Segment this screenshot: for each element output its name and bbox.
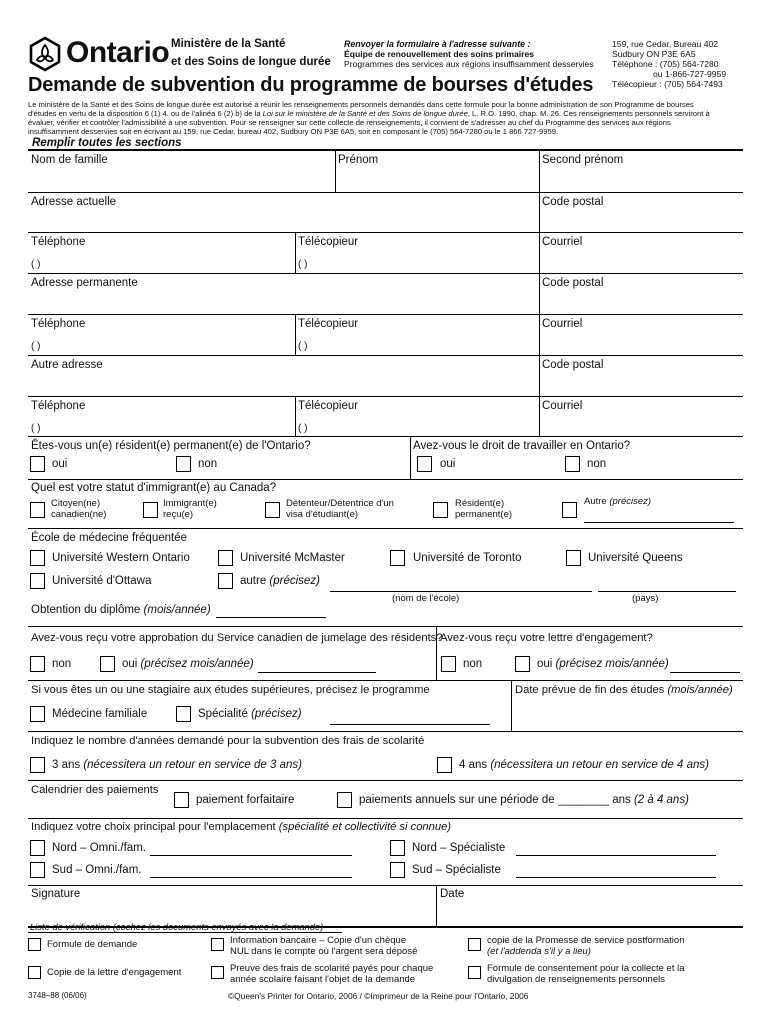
permanent-address-label: Adresse permanente bbox=[31, 277, 138, 289]
other-status-input[interactable] bbox=[584, 522, 734, 523]
carms-no-checkbox[interactable] bbox=[30, 656, 45, 672]
commitment-letter-checkbox[interactable] bbox=[28, 966, 41, 979]
letter-question: Avez-vous reçu votre lettre d'engagement? bbox=[440, 632, 653, 644]
middle-name-input[interactable] bbox=[541, 168, 741, 190]
work-right-question: Avez-vous le droit de travailler en Ontario? bbox=[413, 440, 631, 452]
form-title: Demande de subvention du programme de bourses d'études bbox=[28, 74, 594, 96]
other-school-label: autre (précisez) bbox=[240, 575, 320, 587]
south-specialist-input[interactable] bbox=[516, 877, 716, 878]
application-form-label: Formule de demande bbox=[47, 939, 138, 950]
permanent-address-input[interactable] bbox=[30, 291, 535, 312]
south-omni-label: Sud – Omni./fam. bbox=[52, 864, 142, 876]
letter-date-input[interactable] bbox=[670, 672, 740, 673]
tuition-proof-checkbox[interactable] bbox=[211, 966, 224, 979]
checklist-title: Liste de vérification (cochez les documents envoyés avec la demande) bbox=[30, 921, 324, 932]
citizen-checkbox[interactable] bbox=[30, 502, 45, 518]
complete-all-sections: Remplir toutes les sections bbox=[32, 137, 182, 149]
north-omni-input[interactable] bbox=[150, 855, 352, 856]
intro-line-4: insuffisamment desservies soit en écrivant au 159, rue Cedar, bureau 402, Sudbury ON P3E 6A5, soit en composant le (705) 564-7280 ou le 1 866 727-9959. bbox=[28, 127, 559, 136]
consent-form-checkbox[interactable] bbox=[468, 966, 481, 979]
address-line-2: Sudbury ON P3E 6A5 bbox=[612, 49, 696, 59]
letter-yes-checkbox[interactable] bbox=[515, 656, 530, 672]
date-input[interactable] bbox=[439, 903, 739, 924]
current-postal-code-label: Code postal bbox=[542, 196, 604, 208]
three-years-checkbox[interactable] bbox=[30, 757, 45, 773]
service-promise-label: copie de la Promesse de service postformation (et l'addenda s'il y a lieu) bbox=[487, 935, 685, 957]
intro-line-2: d'études en vertu de la disposition 6 (1) 4. ou de l'alinéa 6 (2) b) de la Loi sur le ministère de la Santé et des Soins de longue durée, L. R.O. 1990, chap. M. 26. Ces renseignements personnels serviront à bbox=[28, 109, 710, 118]
ottawa-checkbox[interactable] bbox=[30, 573, 45, 589]
country-caption: (pays) bbox=[632, 593, 659, 604]
current-address-label: Adresse actuelle bbox=[31, 196, 117, 208]
other-postal-code-input[interactable] bbox=[541, 373, 741, 394]
four-years-checkbox[interactable] bbox=[437, 757, 452, 773]
address-line-4: ou 1-866-727-9959 bbox=[653, 69, 727, 79]
north-specialist-checkbox[interactable] bbox=[390, 840, 405, 856]
other-phone-input[interactable]: ( ) bbox=[31, 423, 41, 434]
return-address-title: Renvoyer la formulaire à l'adresse suivante : bbox=[344, 39, 531, 49]
other-fax-label: Télécopieur bbox=[298, 400, 359, 412]
north-specialist-input[interactable] bbox=[516, 855, 716, 856]
queens-checkbox[interactable] bbox=[566, 550, 581, 566]
intro-line-3: évaluer, vérifier et contrôler l'admissibilité à une subvention. Pour se renseigner sur cette collecte de renseignements, il convient de s'adresser au chef du Programme des services aux régions bbox=[28, 118, 671, 127]
program-question: Si vous êtes un ou une stagiaire aux études supérieures, précisez le programme bbox=[31, 684, 430, 696]
trillium-icon bbox=[28, 36, 62, 72]
address-line-1: 159, rue Cedar, Bureau 402 bbox=[612, 39, 719, 49]
family-medicine-label: Médecine familiale bbox=[52, 708, 148, 720]
ministry-name-line2: et des Soins de longue durée bbox=[171, 56, 331, 68]
carms-no-label: non bbox=[52, 658, 72, 670]
permanent-phone-input[interactable]: ( ) bbox=[31, 341, 41, 352]
current-email-input[interactable] bbox=[541, 250, 741, 271]
intro-line-1: Le ministère de la Santé et des Soins de longue durée est autorisé à réunir les renseignements personnels demandés dans cette formule pour la bonne administration de son Programme de bourses bbox=[28, 100, 694, 109]
end-date-input[interactable] bbox=[514, 700, 740, 728]
lump-sum-label: paiement forfaitaire bbox=[196, 794, 295, 806]
other-school-name-input[interactable] bbox=[330, 591, 592, 592]
toronto-checkbox[interactable] bbox=[390, 550, 405, 566]
permanent-resident-label: Résident(e) permanent(e) bbox=[455, 498, 513, 520]
ottawa-label: Université d'Ottawa bbox=[52, 575, 152, 587]
location-question: Indiquez votre choix principal pour l'emplacement (spécialité et collectivité si connue) bbox=[31, 821, 452, 833]
residency-yes-label: oui bbox=[52, 458, 68, 470]
other-phone-label: Téléphone bbox=[31, 400, 86, 412]
western-checkbox[interactable] bbox=[30, 550, 45, 566]
landed-immigrant-checkbox[interactable] bbox=[143, 502, 158, 518]
family-medicine-checkbox[interactable] bbox=[30, 706, 45, 722]
permanent-postal-code-input[interactable] bbox=[541, 291, 741, 312]
specialty-input[interactable] bbox=[330, 724, 490, 725]
school-name-caption: (nom de l'école) bbox=[392, 593, 460, 604]
permanent-fax-label: Télécopieur bbox=[298, 318, 359, 330]
ontario-wordmark: Ontario bbox=[66, 36, 170, 69]
south-specialist-label: Sud – Spécialiste bbox=[412, 864, 501, 876]
ontario-logo bbox=[28, 36, 62, 77]
lump-sum-checkbox[interactable] bbox=[174, 792, 189, 808]
copyright: ©Queen's Printer for Ontario, 2006 / ©Imprimeur de la Reine pour l'Ontario, 2006 bbox=[228, 991, 529, 1001]
current-email-label: Courriel bbox=[542, 236, 583, 248]
permanent-email-input[interactable] bbox=[541, 332, 741, 353]
specialty-label: Spécialité (précisez) bbox=[198, 708, 302, 720]
other-status-checkbox[interactable] bbox=[562, 502, 577, 518]
middle-name-label: Second prénom bbox=[542, 154, 624, 166]
north-omni-label: Nord – Omni./fam. bbox=[52, 842, 146, 854]
student-visa-checkbox[interactable] bbox=[265, 502, 280, 518]
signature-label: Signature bbox=[31, 888, 81, 900]
date-label: Date bbox=[440, 888, 465, 900]
four-years-label: 4 ans (nécessitera un retour en service de 4 ans) bbox=[459, 759, 709, 771]
permanent-postal-code-label: Code postal bbox=[542, 277, 604, 289]
commitment-letter-label: Copie de la lettre d'engagement bbox=[47, 967, 182, 978]
north-omni-checkbox[interactable] bbox=[30, 840, 45, 856]
work-right-yes-checkbox[interactable] bbox=[417, 456, 432, 472]
specialty-checkbox[interactable] bbox=[176, 706, 191, 722]
letter-yes-label: oui (précisez mois/année) bbox=[537, 658, 669, 670]
current-phone-label: Téléphone bbox=[31, 236, 86, 248]
last-name-input[interactable] bbox=[30, 168, 330, 190]
queens-label: Université Queens bbox=[588, 552, 683, 564]
residency-no-checkbox[interactable] bbox=[176, 456, 191, 472]
school-question: École de médecine fréquentée bbox=[31, 532, 187, 544]
first-name-label: Prénom bbox=[338, 154, 379, 166]
address-line-3: Téléphone : (705) 564-7280 bbox=[612, 59, 719, 69]
landed-immigrant-label: Immigrant(e) reçu(e) bbox=[163, 498, 217, 520]
south-omni-input[interactable] bbox=[150, 877, 352, 878]
current-fax-input[interactable]: ( ) bbox=[298, 259, 308, 270]
return-address-program: Programmes des services aux régions insuffisamment desservies bbox=[344, 59, 594, 69]
other-email-label: Courriel bbox=[542, 400, 583, 412]
mcmaster-checkbox[interactable] bbox=[218, 550, 233, 566]
permanent-phone-label: Téléphone bbox=[31, 318, 86, 330]
graduation-label: Obtention du diplôme (mois/année) bbox=[31, 604, 211, 616]
banking-info-label: Information bancaire – Copie d'un chèque NUL dans le compte où l'argent sera déposé bbox=[230, 935, 418, 957]
other-email-input[interactable] bbox=[541, 414, 741, 434]
payment-question: Calendrier des paiements bbox=[31, 784, 159, 796]
banking-info-checkbox[interactable] bbox=[211, 938, 224, 951]
current-postal-code-input[interactable] bbox=[541, 210, 741, 230]
work-right-no-label: non bbox=[587, 458, 607, 470]
letter-no-label: non bbox=[463, 658, 483, 670]
student-visa-label: Détenteur/Détentrice d'un visa d'étudiant(e) bbox=[286, 498, 394, 520]
service-promise-checkbox[interactable] bbox=[468, 938, 481, 951]
other-school-checkbox[interactable] bbox=[218, 573, 233, 589]
current-address-input[interactable] bbox=[30, 210, 535, 230]
current-phone-input[interactable]: ( ) bbox=[31, 259, 41, 270]
other-address-input[interactable] bbox=[30, 373, 535, 394]
permanent-resident-checkbox[interactable] bbox=[433, 502, 448, 518]
end-date-label: Date prévue de fin des études (mois/année) bbox=[515, 684, 733, 696]
work-right-no-checkbox[interactable] bbox=[565, 456, 580, 472]
western-label: Université Western Ontario bbox=[52, 552, 190, 564]
carms-yes-label: oui (précisez mois/année) bbox=[122, 658, 254, 670]
first-name-input[interactable] bbox=[337, 168, 535, 190]
other-school-country-input[interactable] bbox=[598, 591, 736, 592]
other-fax-input[interactable]: ( ) bbox=[298, 423, 308, 434]
citizen-label: Citoyen(ne) canadien(ne) bbox=[51, 498, 107, 520]
graduation-input[interactable] bbox=[216, 617, 326, 618]
residency-no-label: non bbox=[198, 458, 218, 470]
mcmaster-label: Université McMaster bbox=[240, 552, 345, 564]
south-specialist-checkbox[interactable] bbox=[390, 862, 405, 878]
consent-form-label: Formule de consentement pour la collecte et la divulgation de renseignements personnels bbox=[487, 963, 685, 985]
other-address-label: Autre adresse bbox=[31, 359, 103, 371]
carms-question: Avez-vous reçu votre approbation du Service canadien de jumelage des résidents? bbox=[31, 632, 443, 644]
north-specialist-label: Nord – Spécialiste bbox=[412, 842, 506, 854]
south-omni-checkbox[interactable] bbox=[30, 862, 45, 878]
letter-no-checkbox[interactable] bbox=[441, 656, 456, 672]
application-form-checkbox[interactable] bbox=[28, 938, 41, 951]
years-question: Indiquez le nombre d'années demandé pour la subvention des frais de scolarité bbox=[31, 735, 425, 747]
carms-date-input[interactable] bbox=[258, 672, 376, 673]
residency-yes-checkbox[interactable] bbox=[30, 456, 45, 472]
last-name-label: Nom de famille bbox=[31, 154, 108, 166]
permanent-email-label: Courriel bbox=[542, 318, 583, 330]
carms-yes-checkbox[interactable] bbox=[100, 656, 115, 672]
current-fax-label: Télécopieur bbox=[298, 236, 359, 248]
other-postal-code-label: Code postal bbox=[542, 359, 604, 371]
tuition-proof-label: Preuve des frais de scolarité payés pour chaque année scolaire faisant l'objet de la demande bbox=[230, 963, 434, 985]
immigrant-status-question: Quel est votre statut d'immigrant(e) au Canada? bbox=[31, 482, 277, 494]
toronto-label: Université de Toronto bbox=[413, 552, 522, 564]
three-years-label: 3 ans (nécessitera un retour en service de 3 ans) bbox=[52, 759, 302, 771]
work-right-yes-label: oui bbox=[440, 458, 456, 470]
annual-payments-label: paiements annuels sur une période de ________ ans (2 à 4 ans) bbox=[359, 794, 689, 806]
return-address-team: Équipe de renouvellement des soins primaires bbox=[344, 49, 535, 59]
annual-payments-checkbox[interactable] bbox=[337, 792, 352, 808]
permanent-fax-input[interactable]: ( ) bbox=[298, 341, 308, 352]
address-line-5: Télécopieur : (705) 564-7493 bbox=[612, 79, 723, 89]
other-status-label: Autre (précisez) bbox=[584, 496, 652, 507]
form-number: 3748–88 (06/06) bbox=[28, 991, 87, 1000]
residency-question: Êtes-vous un(e) résident(e) permanent(e) de l'Ontario? bbox=[31, 440, 311, 452]
ministry-name-line1: Ministère de la Santé bbox=[171, 38, 286, 50]
